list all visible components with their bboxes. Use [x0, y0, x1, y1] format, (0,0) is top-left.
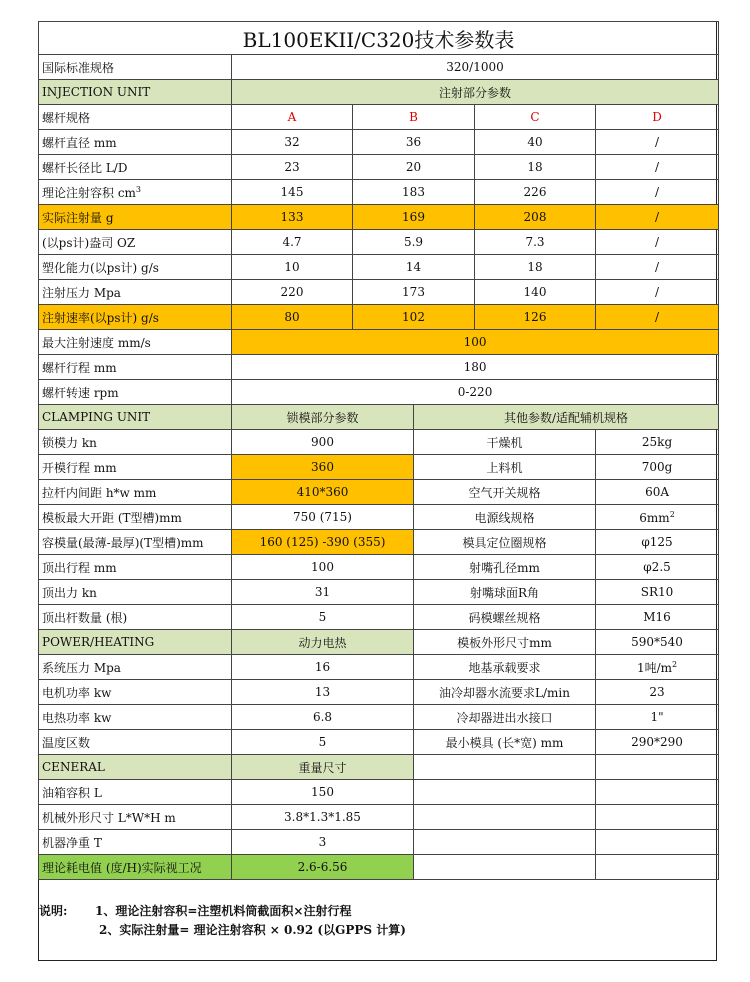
mold-thickness-label: 容模量(最薄-最厚)(T型槽)mm — [39, 530, 232, 555]
note-1-text: 1、理论注射容积=注塑机料筒截面积×注射行程 — [95, 904, 352, 918]
spec-sheet — [38, 21, 717, 961]
injection-rate-label: 注射速率(以ps计) g/s — [39, 305, 232, 330]
breaker-label: 空气开关规格 — [414, 480, 596, 505]
screw-diameter-d: / — [596, 130, 719, 155]
ounce-label: (以ps计)盎司 OZ — [39, 230, 232, 255]
ounce-d: / — [596, 230, 719, 255]
shot-weight-b: 169 — [353, 205, 475, 230]
cooler-flow-value: 23 — [596, 680, 719, 705]
ejector-stroke-value: 100 — [232, 555, 414, 580]
injection-header: INJECTION UNIT — [39, 80, 232, 105]
empty-cell — [596, 805, 719, 830]
shot-volume-a: 145 — [232, 180, 353, 205]
tie-bar-label: 拉杆内间距 h*w mm — [39, 480, 232, 505]
note-line-2: 2、实际注射量= 理论注射容积 × 0.92 (以GPPS 计算) — [99, 923, 406, 937]
clamp-screw-value: M16 — [596, 605, 719, 630]
empty-cell — [414, 780, 596, 805]
plasticizing-label: 塑化能力(以ps计) g/s — [39, 255, 232, 280]
intl-spec-label: 国际标准规格 — [39, 55, 232, 80]
ejector-force-label: 顶出力 kn — [39, 580, 232, 605]
mold-thickness-value: 160 (125) -390 (355) — [232, 530, 414, 555]
plasticizing-c: 18 — [475, 255, 596, 280]
ejector-force-value: 31 — [232, 580, 414, 605]
foundation-load-label: 地基承载要求 — [414, 655, 596, 680]
locating-ring-value: φ125 — [596, 530, 719, 555]
injection-pressure-c: 140 — [475, 280, 596, 305]
ejector-count-value: 5 — [232, 605, 414, 630]
heater-power-label: 电热功率 kw — [39, 705, 232, 730]
machine-dimensions-value: 3.8*1.3*1.85 — [232, 805, 414, 830]
nozzle-hole-value: φ2.5 — [596, 555, 719, 580]
max-opening-label: 模板最大开距 (T型槽)mm — [39, 505, 232, 530]
cooler-port-value: 1" — [596, 705, 719, 730]
shot-volume-c: 226 — [475, 180, 596, 205]
ld-ratio-b: 20 — [353, 155, 475, 180]
spec-table — [38, 21, 719, 880]
power-header-cn: 动力电热 — [232, 630, 414, 655]
oil-tank-value: 150 — [232, 780, 414, 805]
injection-rate-d: / — [596, 305, 719, 330]
system-pressure-value: 16 — [232, 655, 414, 680]
empty-cell — [596, 780, 719, 805]
injection-rate-c: 126 — [475, 305, 596, 330]
shot-weight-label: 实际注射量 g — [39, 205, 232, 230]
max-speed-label: 最大注射速度 mm/s — [39, 330, 232, 355]
ld-ratio-c: 18 — [475, 155, 596, 180]
empty-cell — [596, 830, 719, 855]
temp-zones-label: 温度区数 — [39, 730, 232, 755]
injection-header-cn: 注射部分参数 — [232, 80, 719, 105]
ounce-b: 5.9 — [353, 230, 475, 255]
shot-volume-label-text: 理论注射容积 cm — [42, 185, 136, 200]
clamp-screw-label: 码模螺丝规格 — [414, 605, 596, 630]
plasticizing-b: 14 — [353, 255, 475, 280]
power-consumption-value: 2.6-6.56 — [232, 855, 414, 880]
screw-rpm-value: 0-220 — [232, 380, 719, 405]
page-title: BL100EKII/C320技术参数表 — [39, 22, 719, 55]
screw-stroke-value: 180 — [232, 355, 719, 380]
open-stroke-value: 360 — [232, 455, 414, 480]
empty-cell — [414, 855, 596, 880]
nozzle-radius-value: SR10 — [596, 580, 719, 605]
power-cable-value — [596, 505, 719, 530]
ounce-c: 7.3 — [475, 230, 596, 255]
foundation-load-value-text: 1吨/m — [636, 660, 673, 675]
shot-volume-d: / — [596, 180, 719, 205]
plasticizing-d: / — [596, 255, 719, 280]
shot-weight-c: 208 — [475, 205, 596, 230]
screw-a: A — [232, 105, 353, 130]
injection-pressure-label: 注射压力 Mpa — [39, 280, 232, 305]
motor-power-label: 电机功率 kw — [39, 680, 232, 705]
shot-volume-label-sup: 3 — [135, 184, 142, 194]
machine-dimensions-label: 机械外形尺寸 L*W*H m — [39, 805, 232, 830]
system-pressure-label: 系统压力 Mpa — [39, 655, 232, 680]
screw-rpm-label: 螺杆转速 rpm — [39, 380, 232, 405]
power-cable-label: 电源线规格 — [414, 505, 596, 530]
other-params-header: 其他参数/适配辅机规格 — [414, 405, 719, 430]
breaker-value: 60A — [596, 480, 719, 505]
injection-rate-a: 80 — [232, 305, 353, 330]
open-stroke-label: 开模行程 mm — [39, 455, 232, 480]
shot-volume-label — [39, 180, 232, 205]
clamping-header: CLAMPING UNIT — [39, 405, 232, 430]
power-cable-value-text: 6mm — [639, 510, 670, 525]
screw-stroke-label: 螺杆行程 mm — [39, 355, 232, 380]
min-mold-label: 最小模具 (长*宽) mm — [414, 730, 596, 755]
power-cable-value-sup: 2 — [669, 509, 675, 519]
cooler-flow-label: 油冷却器水流要求L/min — [414, 680, 596, 705]
screw-diameter-c: 40 — [475, 130, 596, 155]
ld-ratio-d: / — [596, 155, 719, 180]
plasticizing-a: 10 — [232, 255, 353, 280]
empty-cell — [596, 755, 719, 780]
injection-rate-b: 102 — [353, 305, 475, 330]
note-line-1 — [39, 902, 351, 919]
power-consumption-label: 理论耗电值 (度/H)实际视工况 — [39, 855, 232, 880]
ounce-a: 4.7 — [232, 230, 353, 255]
ejector-count-label: 顶出杆数量 (根) — [39, 605, 232, 630]
loader-value: 700g — [596, 455, 719, 480]
clamping-header-cn: 锁模部分参数 — [232, 405, 414, 430]
nozzle-radius-label: 射嘴球面R角 — [414, 580, 596, 605]
shot-volume-b: 183 — [353, 180, 475, 205]
screw-diameter-a: 32 — [232, 130, 353, 155]
max-speed-value: 100 — [232, 330, 719, 355]
net-weight-value: 3 — [232, 830, 414, 855]
heater-power-value: 6.8 — [232, 705, 414, 730]
cooler-port-label: 冷却器进出水接口 — [414, 705, 596, 730]
screw-label: 螺杆规格 — [39, 105, 232, 130]
empty-cell — [414, 755, 596, 780]
injection-pressure-a: 220 — [232, 280, 353, 305]
intl-spec-value: 320/1000 — [232, 55, 719, 80]
ejector-stroke-label: 顶出行程 mm — [39, 555, 232, 580]
foundation-load-value — [596, 655, 719, 680]
empty-cell — [414, 805, 596, 830]
min-mold-value: 290*290 — [596, 730, 719, 755]
empty-cell — [414, 830, 596, 855]
net-weight-label: 机器净重 T — [39, 830, 232, 855]
oil-tank-label: 油箱容积 L — [39, 780, 232, 805]
empty-cell — [596, 855, 719, 880]
screw-b: B — [353, 105, 475, 130]
dryer-value: 25kg — [596, 430, 719, 455]
clamp-force-label: 锁模力 kn — [39, 430, 232, 455]
foundation-load-value-sup: 2 — [672, 659, 678, 669]
general-header-cn: 重量尺寸 — [232, 755, 414, 780]
screw-diameter-b: 36 — [353, 130, 475, 155]
platen-size-label: 模板外形尺寸mm — [414, 630, 596, 655]
tie-bar-value: 410*360 — [232, 480, 414, 505]
screw-c: C — [475, 105, 596, 130]
loader-label: 上料机 — [414, 455, 596, 480]
general-header: CENERAL — [39, 755, 232, 780]
shot-weight-a: 133 — [232, 205, 353, 230]
power-header: POWER/HEATING — [39, 630, 232, 655]
injection-pressure-b: 173 — [353, 280, 475, 305]
motor-power-value: 13 — [232, 680, 414, 705]
shot-weight-d: / — [596, 205, 719, 230]
dryer-label: 干燥机 — [414, 430, 596, 455]
platen-size-value: 590*540 — [596, 630, 719, 655]
screw-d: D — [596, 105, 719, 130]
nozzle-hole-label: 射嘴孔径mm — [414, 555, 596, 580]
max-opening-value: 750 (715) — [232, 505, 414, 530]
injection-pressure-d: / — [596, 280, 719, 305]
clamp-force-value: 900 — [232, 430, 414, 455]
notes-label: 说明: — [39, 904, 68, 918]
screw-diameter-label: 螺杆直径 mm — [39, 130, 232, 155]
temp-zones-value: 5 — [232, 730, 414, 755]
locating-ring-label: 模具定位圈规格 — [414, 530, 596, 555]
ld-ratio-a: 23 — [232, 155, 353, 180]
ld-ratio-label: 螺杆长径比 L/D — [39, 155, 232, 180]
